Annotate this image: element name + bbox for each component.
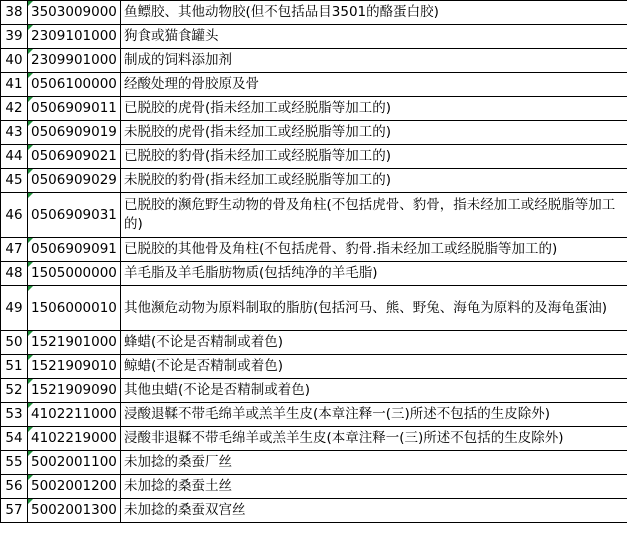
hs-code-cell: 0506909021 [28,145,121,169]
description-cell: 已脱胶的濒危野生动物的骨及角柱(不包括虎骨、豹骨，指未经加工或经脱脂等加工的) [121,193,627,238]
row-number-cell: 46 [1,193,28,238]
row-number-cell: 45 [1,169,28,193]
row-number-cell: 40 [1,49,28,73]
table-body [1,1,627,523]
description-cell: 其他濒危动物为原料制取的脂肪(包括河马、熊、野兔、海龟为原料的及海龟蛋油) [121,286,627,331]
hs-code-cell: 4102211000 [28,403,121,427]
row-number-cell: 51 [1,355,28,379]
row-number-cell: 42 [1,97,28,121]
description-cell: 蜂蜡(不论是否精制或着色) [121,331,627,355]
hs-code-cell: 0506100000 [28,73,121,97]
hs-code-cell: 3503009000 [28,1,121,25]
table-row [1,121,627,145]
table-row [1,97,627,121]
table-row [1,475,627,499]
description-cell: 已脱胶的虎骨(指未经加工或经脱脂等加工的) [121,97,627,121]
hs-code-cell: 1506000010 [28,286,121,331]
row-number-cell: 50 [1,331,28,355]
hs-code-cell: 2309901000 [28,49,121,73]
description-cell: 制成的饲料添加剂 [121,49,627,73]
description-cell: 未加捻的桑蚕双宫丝 [121,499,627,523]
description-cell: 其他虫蜡(不论是否精制或着色) [121,379,627,403]
description-cell: 未加捻的桑蚕土丝 [121,475,627,499]
row-number-cell: 48 [1,262,28,286]
hs-code-cell: 5002001100 [28,451,121,475]
table-row [1,238,627,262]
row-number-cell: 56 [1,475,28,499]
description-cell: 已脱胶的豹骨(指未经加工或经脱脂等加工的) [121,145,627,169]
description-cell: 羊毛脂及羊毛脂肪物质(包括纯净的羊毛脂) [121,262,627,286]
hs-code-cell: 1521909090 [28,379,121,403]
row-number-cell: 57 [1,499,28,523]
row-number-cell: 41 [1,73,28,97]
hs-code-cell: 0506909029 [28,169,121,193]
table-row [1,169,627,193]
table-row [1,286,627,331]
table-row [1,145,627,169]
row-number-cell: 38 [1,1,28,25]
description-cell: 未脱胶的豹骨(指未经加工或经脱脂等加工的) [121,169,627,193]
table-row [1,499,627,523]
description-cell: 经酸处理的骨胶原及骨 [121,73,627,97]
row-number-cell: 52 [1,379,28,403]
table-row [1,25,627,49]
description-cell: 浸酸非退鞣不带毛绵羊或羔羊生皮(本章注释一(三)所述不包括的生皮除外) [121,427,627,451]
hs-code-cell: 0506909011 [28,97,121,121]
table-row [1,1,627,25]
table-row [1,451,627,475]
hs-code-cell: 0506909091 [28,238,121,262]
hs-code-cell: 1521901000 [28,331,121,355]
row-number-cell: 39 [1,25,28,49]
description-cell: 鲸蜡(不论是否精制或着色) [121,355,627,379]
table-row [1,403,627,427]
description-cell: 鱼鳔胶、其他动物胶(但不包括品目3501的酪蛋白胶) [121,1,627,25]
description-cell: 狗食或猫食罐头 [121,25,627,49]
hs-code-cell: 0506909031 [28,193,121,238]
table-row [1,193,627,238]
hs-code-cell: 1505000000 [28,262,121,286]
table-row [1,49,627,73]
table-row [1,262,627,286]
description-cell: 未加捻的桑蚕厂丝 [121,451,627,475]
row-number-cell: 55 [1,451,28,475]
hs-code-cell: 4102219000 [28,427,121,451]
row-number-cell: 54 [1,427,28,451]
description-cell: 已脱胶的其他骨及角柱(不包括虎骨、豹骨.指未经加工或经脱脂等加工的) [121,238,627,262]
table-row [1,331,627,355]
hs-code-cell: 2309101000 [28,25,121,49]
table-row [1,355,627,379]
hs-code-cell: 5002001200 [28,475,121,499]
row-number-cell: 44 [1,145,28,169]
row-number-cell: 43 [1,121,28,145]
table-row [1,73,627,97]
hs-code-cell: 5002001300 [28,499,121,523]
table-row [1,379,627,403]
row-number-cell: 47 [1,238,28,262]
row-number-cell: 53 [1,403,28,427]
table-row [1,427,627,451]
description-cell: 未脱胶的虎骨(指未经加工或经脱脂等加工的) [121,121,627,145]
row-number-cell: 49 [1,286,28,331]
hs-code-cell: 0506909019 [28,121,121,145]
hs-code-cell: 1521909010 [28,355,121,379]
description-cell: 浸酸退鞣不带毛绵羊或羔羊生皮(本章注释一(三)所述不包括的生皮除外) [121,403,627,427]
